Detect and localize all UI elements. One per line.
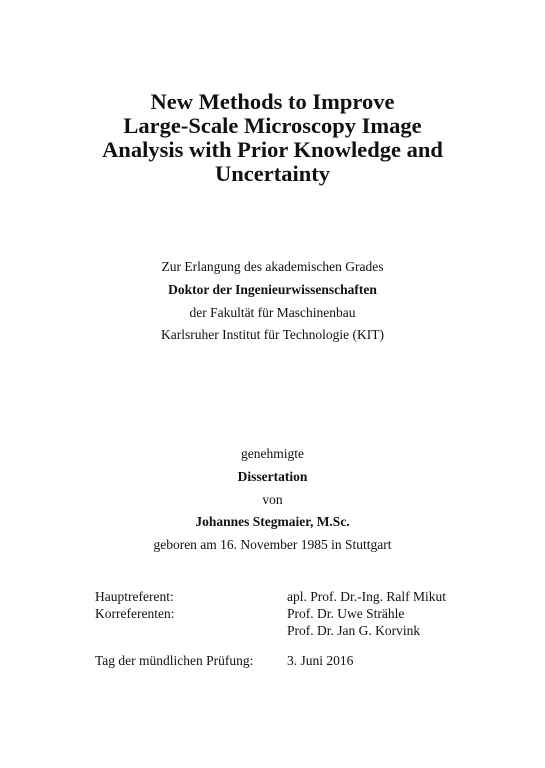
thesis-title-line-2: Large-Scale Microscopy Image	[123, 113, 422, 138]
degree-name: Doktor der Ingenieurwissenschaften	[168, 281, 377, 297]
main-referee-name: apl. Prof. Dr.-Ing. Ralf Mikut	[287, 589, 446, 604]
approved-label: genehmigte	[241, 446, 304, 461]
main-referee-label: Hauptreferent:	[95, 589, 174, 604]
exam-date-value: 3. Juni 2016	[287, 653, 354, 668]
thesis-title-line-4: Uncertainty	[215, 161, 330, 186]
thesis-title	[0, 90, 545, 186]
dissertation-block	[0, 443, 545, 557]
birth-info: geboren am 16. November 1985 in Stuttgart	[153, 537, 392, 553]
degree-block	[0, 256, 545, 347]
dissertation-label: Dissertation	[237, 468, 308, 484]
co-referee-name-1: Prof. Dr. Uwe Strähle	[287, 606, 405, 621]
co-referee-name-2: Prof. Dr. Jan G. Korvink	[287, 623, 421, 638]
thesis-title-line-1: New Methods to Improve	[150, 89, 395, 114]
exam-date-label: Tag der mündlichen Prüfung:	[95, 653, 254, 668]
degree-intro: Zur Erlangung des akademischen Grades	[161, 259, 384, 274]
thesis-title-line-3: Analysis with Prior Knowledge and	[102, 137, 443, 162]
by-label: von	[262, 491, 283, 507]
co-referee-label: Korreferenten:	[95, 606, 175, 621]
faculty-name: der Fakultät für Maschinenbau	[189, 304, 356, 320]
author-name: Johannes Stegmaier, M.Sc.	[195, 514, 350, 530]
institute-name: Karlsruher Institut für Technologie (KIT)	[161, 327, 384, 343]
